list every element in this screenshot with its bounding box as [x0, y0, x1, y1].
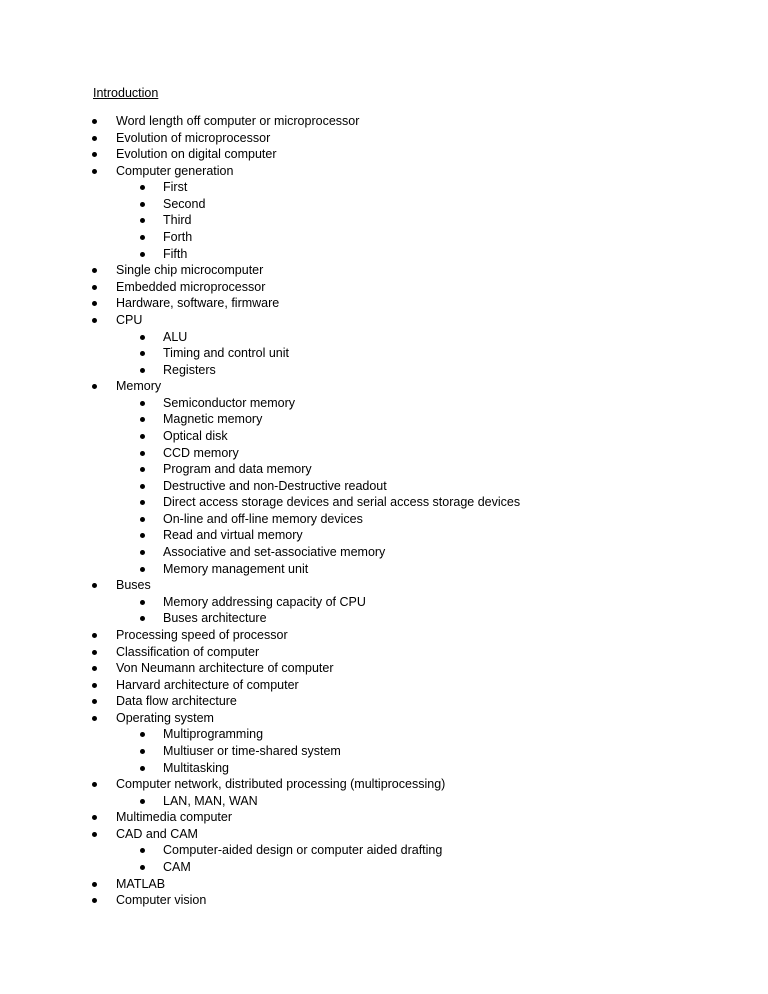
list-item-text: Classification of computer: [116, 644, 260, 659]
bullet-icon: [140, 185, 145, 190]
sub-list-item: [0, 461, 768, 478]
list-item: [0, 262, 768, 279]
list-item-text: Optical disk: [163, 428, 228, 443]
bullet-icon: [140, 218, 145, 223]
list-item-text: Computer network, distributed processing (multiprocessing): [116, 777, 446, 792]
bullet-icon: [140, 401, 145, 406]
list-item-text: Embedded microprocessor: [116, 279, 266, 294]
list-item: [0, 693, 768, 710]
list-item-text: Multimedia computer: [116, 810, 233, 825]
sub-list-item: [0, 229, 768, 246]
bullet-icon: [140, 848, 145, 853]
list-item-text: CPU: [116, 312, 143, 327]
list-item-text: Multiprogramming: [163, 727, 264, 742]
sub-list-item: [0, 179, 768, 196]
sub-list-item: [0, 726, 768, 743]
bullet-icon: [92, 268, 97, 273]
list-item-text: Single chip microcomputer: [116, 263, 264, 278]
list-item-text: Computer vision: [116, 893, 207, 908]
bullet-icon: [92, 699, 97, 704]
sub-list-item: [0, 544, 768, 561]
bullet-icon: [92, 683, 97, 688]
sub-list-item: [0, 478, 768, 495]
list-item-text: First: [163, 180, 188, 195]
sub-list-item: [0, 329, 768, 346]
bullet-icon: [92, 898, 97, 903]
list-item: [0, 876, 768, 893]
bullet-icon: [140, 766, 145, 771]
bullet-icon: [140, 434, 145, 439]
list-item-text: CAM: [163, 860, 191, 875]
list-item: [0, 660, 768, 677]
sub-list-item: [0, 527, 768, 544]
list-item-text: Third: [163, 213, 192, 228]
list-item-text: Memory addressing capacity of CPU: [163, 594, 366, 609]
bullet-icon: [140, 517, 145, 522]
bullet-icon: [92, 650, 97, 655]
list-item-text: Processing speed of processor: [116, 627, 288, 642]
bullet-icon: [92, 583, 97, 588]
list-item-text: Read and virtual memory: [163, 528, 303, 543]
list-item: [0, 577, 768, 594]
list-item: [0, 378, 768, 395]
bullet-icon: [140, 451, 145, 456]
list-item-text: On-line and off-line memory devices: [163, 511, 363, 526]
list-item-text: Memory: [116, 379, 162, 394]
bullet-icon: [92, 882, 97, 887]
bullet-icon: [140, 600, 145, 605]
sub-list-item: [0, 362, 768, 379]
bullet-icon: [92, 832, 97, 837]
bullet-icon: [140, 335, 145, 340]
bullet-icon: [140, 368, 145, 373]
list-item-text: Evolution on digital computer: [116, 147, 277, 162]
list-item-text: Associative and set-associative memory: [163, 545, 386, 560]
list-item: [0, 295, 768, 312]
list-item-text: Multitasking: [163, 760, 229, 775]
list-item-text: Fifth: [163, 246, 188, 261]
bullet-icon: [92, 301, 97, 306]
sub-list-item: [0, 445, 768, 462]
list-item: [0, 677, 768, 694]
list-item: [0, 809, 768, 826]
bullet-icon: [92, 782, 97, 787]
bullet-icon: [92, 119, 97, 124]
bullet-icon: [92, 136, 97, 141]
sub-list-item: [0, 610, 768, 627]
list-item: [0, 130, 768, 147]
list-item: [0, 644, 768, 661]
bullet-icon: [92, 152, 97, 157]
list-item-text: CCD memory: [163, 445, 239, 460]
list-item: [0, 826, 768, 843]
sub-list-item: [0, 594, 768, 611]
bullet-icon: [92, 318, 97, 323]
list-item-text: Buses architecture: [163, 611, 267, 626]
list-item: [0, 163, 768, 180]
list-item: [0, 279, 768, 296]
sub-list-item: [0, 760, 768, 777]
list-item-text: Direct access storage devices and serial access storage devices: [163, 495, 521, 510]
sub-list-item: [0, 395, 768, 412]
list-item-text: Operating system: [116, 710, 214, 725]
bullet-icon: [140, 567, 145, 572]
bullet-icon: [140, 749, 145, 754]
sub-list-item: [0, 411, 768, 428]
sub-list-item: [0, 511, 768, 528]
list-item-text: Buses: [116, 578, 151, 593]
bullet-icon: [140, 732, 145, 737]
bullet-icon: [92, 169, 97, 174]
list-item-text: LAN, MAN, WAN: [163, 793, 258, 808]
bullet-icon: [92, 384, 97, 389]
list-item-text: Computer generation: [116, 163, 234, 178]
bullet-icon: [140, 235, 145, 240]
sub-list-item: [0, 212, 768, 229]
list-item-text: MATLAB: [116, 876, 166, 891]
sub-list-item: [0, 345, 768, 362]
sub-list-item: [0, 196, 768, 213]
sub-list-item: [0, 561, 768, 578]
bullet-icon: [140, 799, 145, 804]
bullet-icon: [92, 285, 97, 290]
list-item: [0, 892, 768, 909]
bullet-icon: [140, 616, 145, 621]
bullet-icon: [92, 815, 97, 820]
list-item-text: Evolution of microprocessor: [116, 130, 271, 145]
sub-list-item: [0, 793, 768, 810]
bullet-icon: [140, 533, 145, 538]
bullet-icon: [92, 633, 97, 638]
list-item-text: Computer-aided design or computer aided drafting: [163, 843, 443, 858]
bullet-icon: [140, 467, 145, 472]
bullet-icon: [140, 500, 145, 505]
list-item-text: Program and data memory: [163, 462, 312, 477]
list-item: [0, 776, 768, 793]
bullet-icon: [140, 417, 145, 422]
list-item-text: Timing and control unit: [163, 346, 289, 361]
bullet-icon: [140, 351, 145, 356]
list-item-text: Semiconductor memory: [163, 395, 295, 410]
list-item: [0, 146, 768, 163]
bullet-icon: [92, 716, 97, 721]
list-item-text: Registers: [163, 362, 216, 377]
topic-list: [0, 113, 768, 909]
sub-list-item: [0, 842, 768, 859]
list-item-text: Forth: [163, 230, 193, 245]
list-item: [0, 627, 768, 644]
list-item-text: Hardware, software, firmware: [116, 296, 280, 311]
list-item: [0, 312, 768, 329]
sub-list-item: [0, 428, 768, 445]
list-item-text: Data flow architecture: [116, 694, 237, 709]
list-item-text: Memory management unit: [163, 561, 309, 576]
list-item-text: Second: [163, 196, 206, 211]
bullet-icon: [140, 202, 145, 207]
sub-list-item: [0, 743, 768, 760]
list-item-text: Destructive and non-Destructive readout: [163, 478, 387, 493]
bullet-icon: [140, 865, 145, 870]
list-item-text: Word length off computer or microprocessor: [116, 114, 360, 128]
list-item: [0, 710, 768, 727]
list-item-text: Harvard architecture of computer: [116, 677, 299, 692]
sub-list-item: [0, 494, 768, 511]
list-item-text: Von Neumann architecture of computer: [116, 661, 334, 676]
list-item-text: ALU: [163, 329, 188, 344]
sub-list-item: [0, 246, 768, 263]
page-heading: Introduction: [93, 86, 159, 100]
list-item-text: CAD and CAM: [116, 826, 198, 841]
bullet-icon: [92, 666, 97, 671]
list-item: [0, 113, 768, 130]
list-item-text: Magnetic memory: [163, 412, 263, 427]
bullet-icon: [140, 252, 145, 257]
bullet-icon: [140, 484, 145, 489]
bullet-icon: [140, 550, 145, 555]
list-item-text: Multiuser or time-shared system: [163, 743, 341, 758]
sub-list-item: [0, 859, 768, 876]
